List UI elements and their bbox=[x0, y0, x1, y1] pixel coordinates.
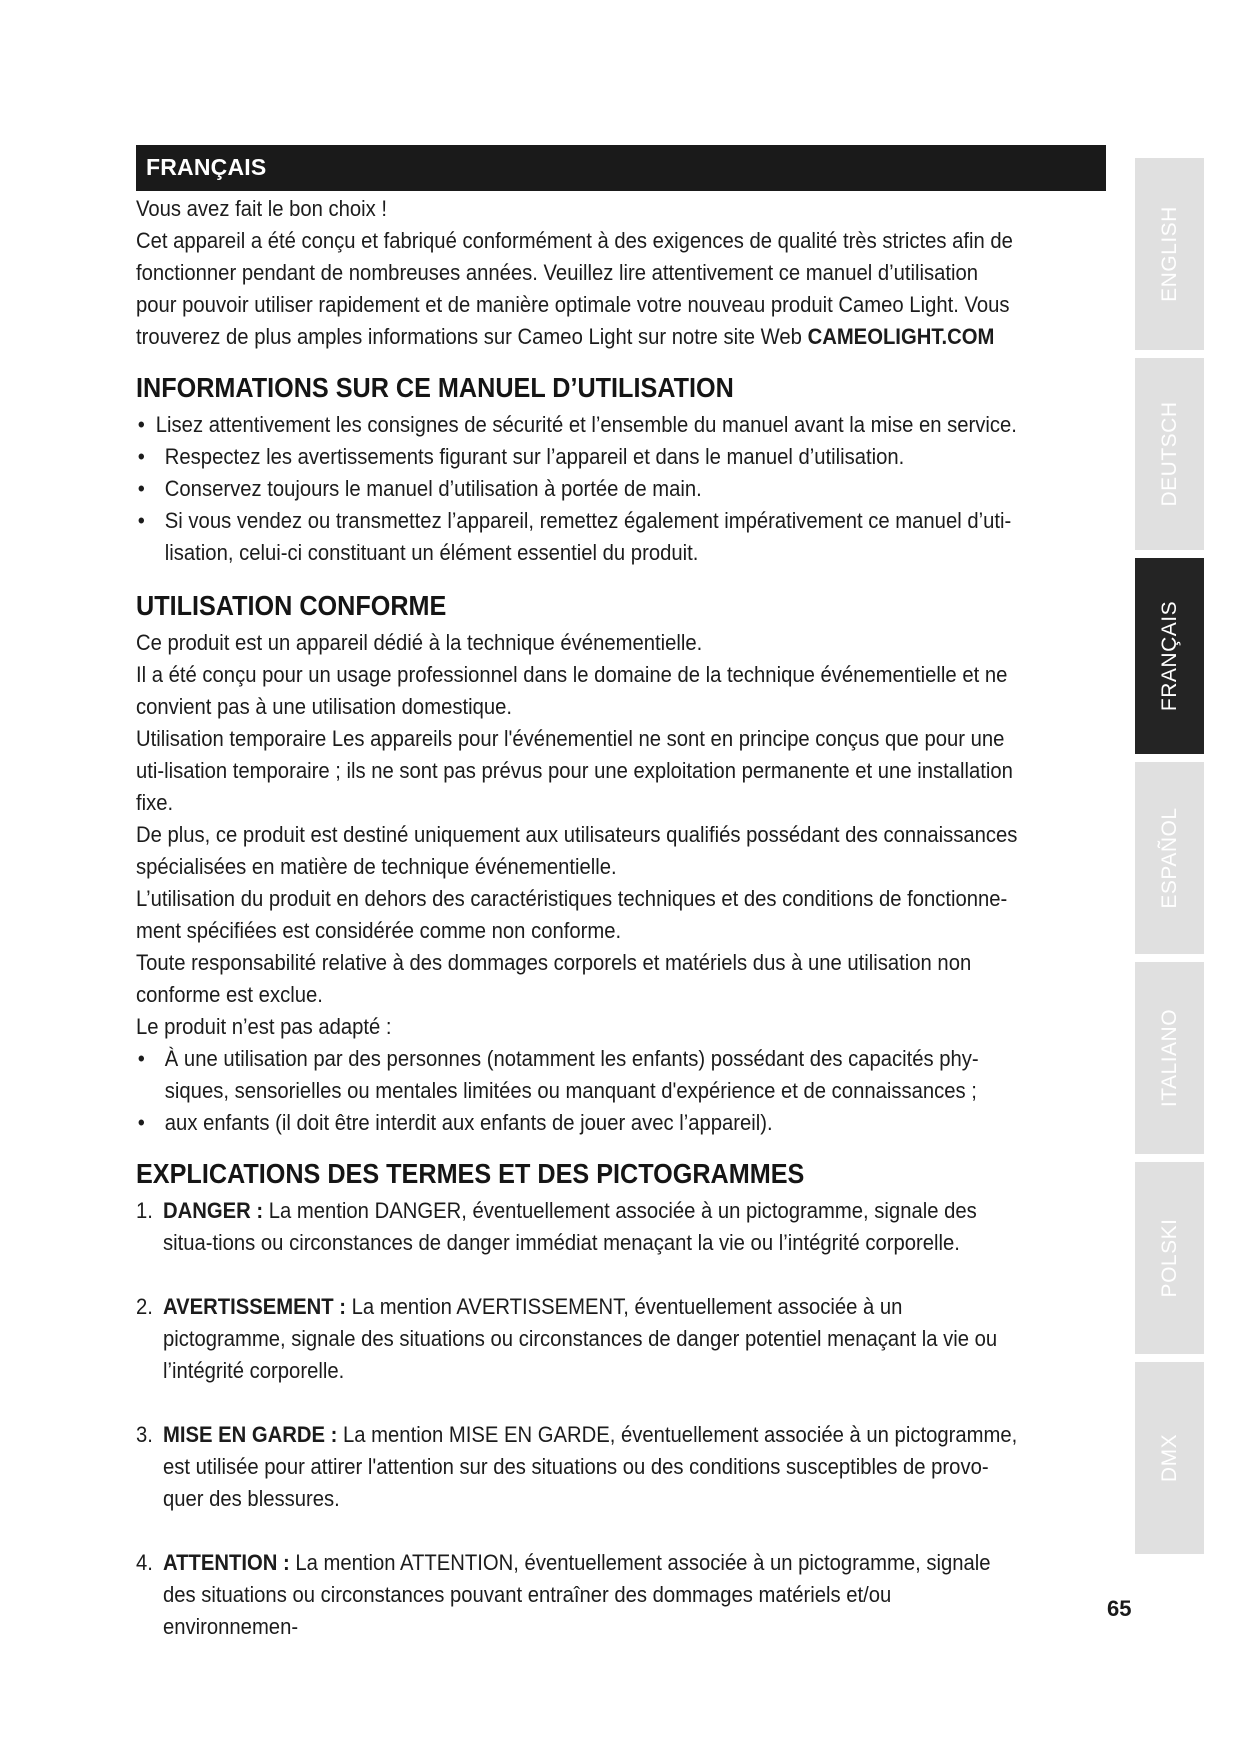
bullet-item: • Respectez les avertissements figurant sur l’appareil et dans le manuel d’utilisation. bbox=[136, 441, 1018, 473]
item-text: La mention ATTENTION, éventuellement associée à un pictogramme, signale des situations ou circonstances pouvant entraîner des dommages matériels et/ou environnemen- bbox=[163, 1550, 991, 1639]
bullet-item: • Lisez attentivement les consignes de sécurité et l’ensemble du manuel avant la mise en service. bbox=[136, 409, 1018, 441]
paragraph: Il a été conçu pour un usage professionnel dans le domaine de la technique événementielle et ne convient pas à une utilisation domestique. bbox=[136, 662, 1008, 719]
tab-italiano[interactable] bbox=[1135, 962, 1204, 1154]
tab-dmx[interactable] bbox=[1135, 1362, 1204, 1554]
item-number: 4. bbox=[136, 1550, 153, 1575]
heading-terms: EXPLICATIONS DES TERMES ET DES PICTOGRAMMES bbox=[136, 1158, 805, 1189]
item-text: La mention MISE EN GARDE, éventuellement associée à un pictogramme, est utilisée pour attirer l'attention sur des situations ou des conditions susceptibles de provo-quer des blessures. bbox=[163, 1422, 1018, 1511]
tab-label: ENGLISH bbox=[1157, 206, 1181, 302]
tab-label: ESPAÑOL bbox=[1157, 807, 1181, 909]
intro-line: Vous avez fait le bon choix ! bbox=[136, 196, 388, 221]
item-number: 1. bbox=[136, 1198, 153, 1223]
item-term: DANGER : bbox=[163, 1198, 264, 1223]
paragraph: Ce produit est un appareil dédié à la technique événementielle. bbox=[136, 630, 703, 655]
item-text: La mention AVERTISSEMENT, éventuellement associée à un pictogramme, signale des situations ou circonstances de danger potentiel menaçant la vie ou l’intégrité corporelle. bbox=[163, 1294, 998, 1383]
item-number: 3. bbox=[136, 1422, 153, 1447]
paragraph: Le produit n’est pas adapté : bbox=[136, 1014, 392, 1039]
paragraph: Utilisation temporaire Les appareils pour l'événementiel ne sont en principe conçus que pour une uti-lisation temporaire ; ils ne sont pas prévus pour une exploitation permanente et une installation fixe. bbox=[136, 726, 1013, 815]
paragraph: Toute responsabilité relative à des dommages corporels et matériels dus à une utilisation non conforme est exclue. bbox=[136, 950, 972, 1007]
item-term: ATTENTION : bbox=[163, 1550, 290, 1575]
tab-english[interactable] bbox=[1135, 158, 1204, 350]
main-content bbox=[136, 193, 1018, 1643]
numbered-item bbox=[136, 1547, 1018, 1643]
item-number: 2. bbox=[136, 1294, 153, 1319]
item-term: MISE EN GARDE : bbox=[163, 1422, 338, 1447]
bullet-item: • À une utilisation par des personnes (notamment les enfants) possédant des capacités phy-siques, sensorielles ou mentales limitées ou manquant d'expérience et de connaissances ; bbox=[136, 1043, 1018, 1107]
numbered-item bbox=[136, 1291, 1018, 1387]
tab-francais[interactable] bbox=[1135, 558, 1204, 754]
bullet-item: • Conservez toujours le manuel d’utilisation à portée de main. bbox=[136, 473, 1018, 505]
tab-label: ITALIANO bbox=[1157, 1008, 1181, 1108]
item-term: AVERTISSEMENT : bbox=[163, 1294, 347, 1319]
website-link[interactable]: CAMEOLIGHT.COM bbox=[807, 324, 995, 349]
tab-label: DMX bbox=[1157, 1433, 1181, 1483]
tab-label: DEUTSCH bbox=[1157, 401, 1181, 507]
intro-paragraph bbox=[136, 225, 1018, 353]
bullet-item: • aux enfants (il doit être interdit aux enfants de jouer avec l’appareil). bbox=[136, 1107, 1018, 1139]
numbered-item bbox=[136, 1195, 1018, 1259]
item-text: La mention DANGER, éventuellement associée à un pictogramme, signale des situa-tions ou circonstances de danger immédiat menaçant la vie ou l’intégrité corporelle. bbox=[163, 1198, 977, 1255]
tab-deutsch[interactable] bbox=[1135, 358, 1204, 550]
tab-label: FRANÇAIS bbox=[1157, 600, 1181, 712]
paragraph: L’utilisation du produit en dehors des caractéristiques techniques et des conditions de fonctionne-ment spécifiées est considérée comme non conforme. bbox=[136, 886, 1008, 943]
heading-manual-info: INFORMATIONS SUR CE MANUEL D’UTILISATION bbox=[136, 372, 734, 403]
tab-label: POLSKI bbox=[1157, 1218, 1181, 1298]
intro-text: Cet appareil a été conçu et fabriqué conformément à des exigences de qualité très strictes afin de fonctionner pendant de nombreuses années. Veuillez lire attentivement ce manuel d’utilisation pour pouvoir utiliser rapidement et de manière optimale votre nouveau produit Cameo Light. Vous trouverez de plus amples informations sur Cameo Light sur notre site Web bbox=[136, 228, 1013, 349]
paragraph: De plus, ce produit est destiné uniquement aux utilisateurs qualifiés possédant des connaissances spécialisées en matière de technique événementielle. bbox=[136, 822, 1018, 879]
tab-espanol[interactable] bbox=[1135, 762, 1204, 954]
numbered-item bbox=[136, 1419, 1018, 1515]
section-header-bar bbox=[136, 145, 1106, 191]
language-heading: FRANÇAIS bbox=[146, 154, 267, 180]
page-number: 65 bbox=[1107, 1596, 1132, 1621]
heading-intended-use: UTILISATION CONFORME bbox=[136, 590, 447, 621]
tab-polski[interactable] bbox=[1135, 1162, 1204, 1354]
bullet-item: • Si vous vendez ou transmettez l’appareil, remettez également impérativement ce manuel d’uti-lisation, celui-ci constituant un élément essentiel du produit. bbox=[136, 505, 1018, 569]
